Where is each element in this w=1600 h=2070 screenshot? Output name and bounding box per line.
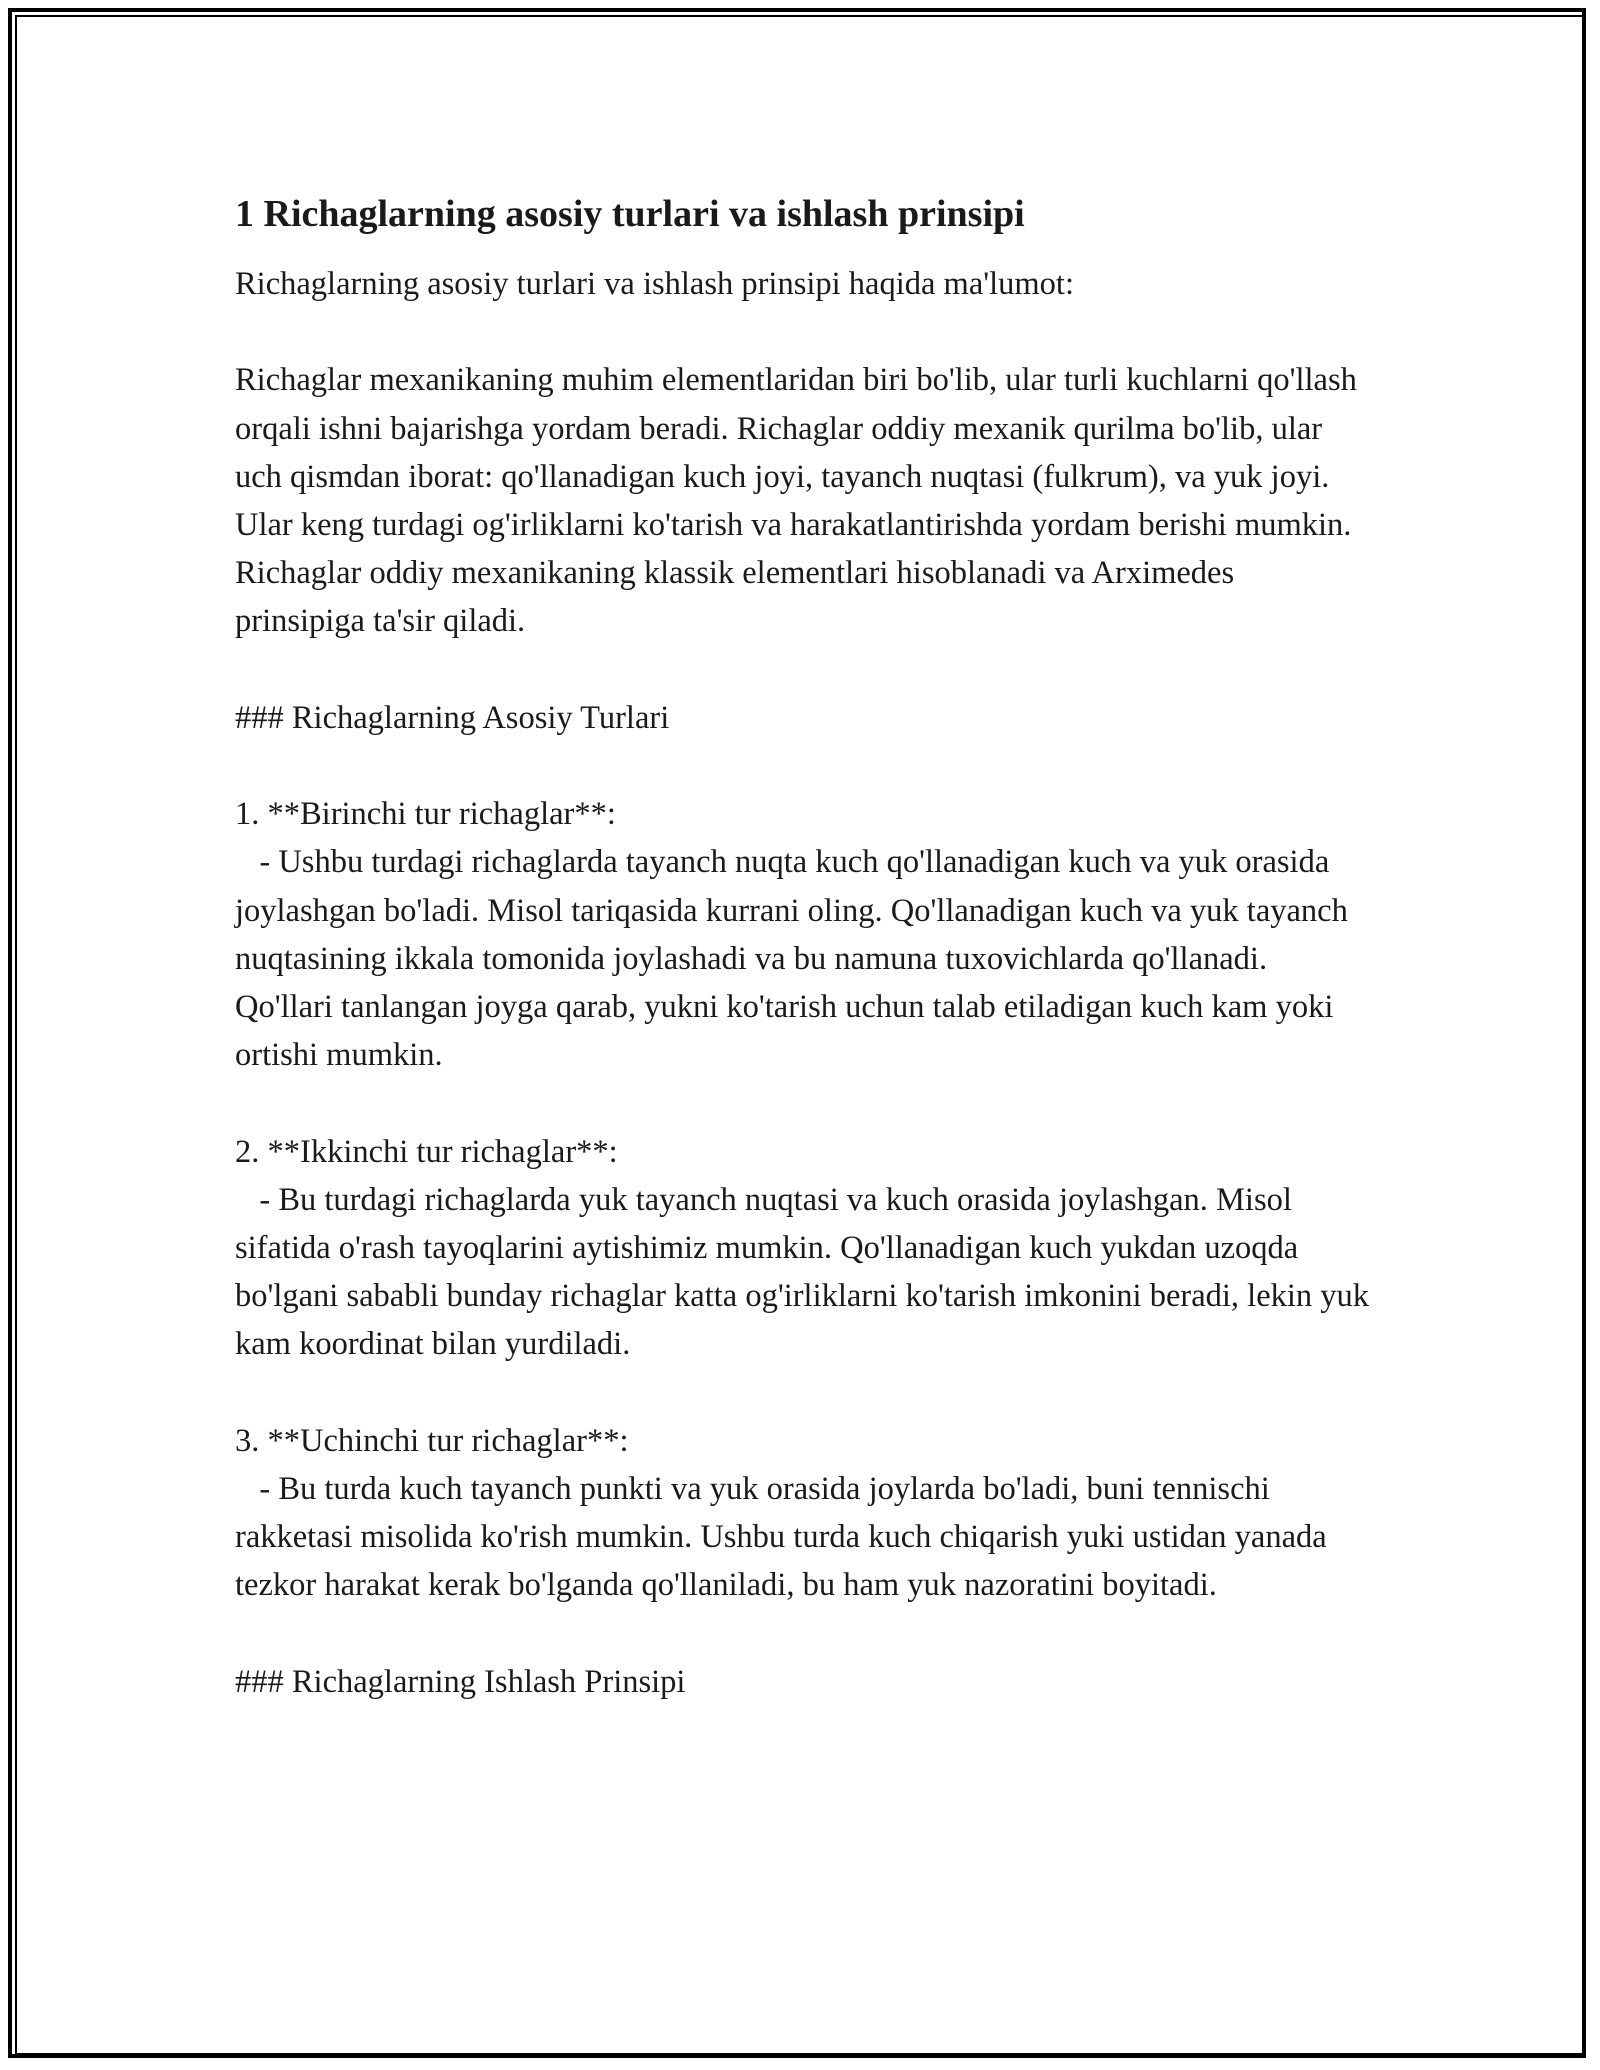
document-title: 1 Richaglarning asosiy turlari va ishlash prinsipi xyxy=(235,193,1025,235)
item1-text: - Ushbu turdagi richaglarda tayanch nuqta kuch qo'llanadigan kuch va yuk orasida joylashgan bo'ladi. Misol tariqasida kurrani oling. Qo'llanadigan kuch va yuk tayanch nuqtasining ikkala tomonida joylashadi va bu namuna tuxovichlarda qo'llanadi. Qo'llari tanlangan joyga qarab, yukni ko'tarish uchun talab etiladigan kuch kam yoki ortishi mumkin. xyxy=(235,844,1356,1074)
item2-text: - Bu turdagi richaglarda yuk tayanch nuqtasi va kuch orasida joylashgan. Misol sifatida o'rash tayoqlarini aytishimiz mumkin. Qo'llanadigan kuch yukdan uzoqda bo'lgani sababli bunday richaglar katta og'irliklarni ko'tarish imkonini beradi, lekin yuk kam koordinat bilan yurdiladi. xyxy=(235,1181,1378,1363)
spacer xyxy=(235,308,1370,356)
heading-types: ### Richaglarning Asosiy Turlari xyxy=(235,699,670,736)
spacer xyxy=(235,1079,1370,1127)
paragraph-overview: Richaglar mexanikaning muhim elementlaridan biri bo'lib, ular turli kuchlarni qo'llash orqali ishni bajarishga yordam beradi. Richaglar oddiy mexanik qurilma bo'lib, ular uch qismdan iborat: qo'llanadigan kuch joyi, tayanch nuqtasi (fulkrum), va yuk joyi. Ular keng turdagi og'irliklarni ko'tarish va harakatlantirishda yordam berishi mumkin. Richaglar oddiy mexanikaning klassik elementlari hisoblanadi va Arximedes prinsipiga ta'sir qiladi. xyxy=(235,362,1365,640)
spacer xyxy=(235,646,1370,694)
spacer xyxy=(235,742,1370,790)
item2-title: 2. **Ikkinchi tur richaglar**: xyxy=(235,1133,618,1170)
intro-text: Richaglarning asosiy turlari va ishlash prinsipi haqida ma'lumot: xyxy=(235,266,1074,302)
item1-title: 1. **Birinchi tur richaglar**: xyxy=(235,796,616,833)
item3-title: 3. **Uchinchi tur richaglar**: xyxy=(235,1422,629,1459)
spacer xyxy=(235,1610,1370,1658)
heading-principle: ### Richaglarning Ishlash Prinsipi xyxy=(235,1663,686,1700)
spacer xyxy=(235,1369,1370,1417)
item3-text: - Bu turda kuch tayanch punkti va yuk orasida joylarda bo'ladi, buni tennischi rakketasi misolida ko'rish mumkin. Ushbu turda kuch chiqarish yuki ustidan yanada tezkor harakat kerak bo'lganda qo'llaniladi, bu ham yuk nazoratini boyitadi. xyxy=(235,1471,1335,1604)
document-body xyxy=(235,190,1378,1706)
